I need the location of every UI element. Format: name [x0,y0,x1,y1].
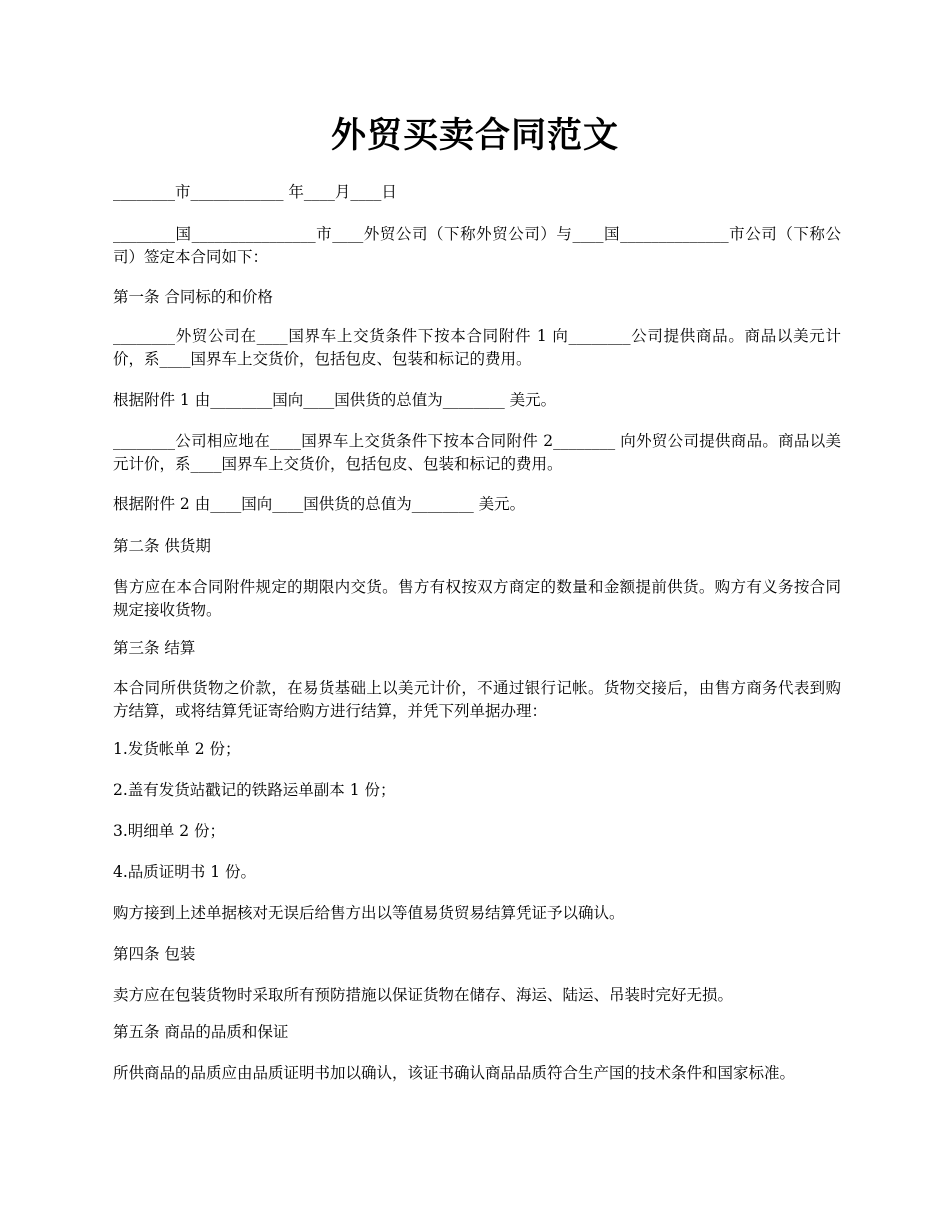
article-3-confirmation: 购方接到上述单据核对无误后给售方出以等值易货贸易结算凭证予以确认。 [113,904,625,922]
article-1-paragraph-1: ________外贸公司在____国界车上交货条件下按本合同附件 1 向________公司提供商品。商品以美元计价，系____国界车上交货价，包括包皮、包装和标记的费用。 [113,327,841,368]
article-4-heading: 第四条 包装 [113,945,196,963]
article-5-paragraph: 所供商品的品质应由品质证明书加以确认，该证书确认商品品质符合生产国的技术条件和国家标准。 [113,1064,796,1082]
article-2-paragraph: 售方应在本合同附件规定的期限内交货。售方有权按双方商定的数量和金额提前供货。购方有义务按合同规定接收货物。 [113,578,841,619]
article-1-paragraph-2: 根据附件 1 由________国向____国供货的总值为________ 美元。 [113,391,557,409]
article-1-paragraph-4: 根据附件 2 由____国向____国供货的总值为________ 美元。 [113,495,526,513]
article-3-paragraph: 本合同所供货物之价款，在易货基础上以美元计价，不通过银行记帐。货物交接后，由售方商务代表到购方结算，或将结算凭证寄给购方进行结算，并凭下列单据办理： [113,679,841,720]
article-3-heading: 第三条 结算 [113,639,196,657]
list-item-3: 3.明细单 2 份； [113,822,226,840]
article-1-heading: 第一条 合同标的和价格 [113,288,273,306]
date-line: ________市____________ 年____月____日 [113,183,397,201]
list-item-1: 1.发货帐单 2 份； [113,740,241,758]
document-title: 外贸买卖合同范文 [330,115,619,156]
list-item-2: 2.盖有发货站戳记的铁路运单副本 1 份； [113,781,396,799]
article-1-paragraph-3: ________公司相应地在____国界车上交货条件下按本合同附件 2________ 向外贸公司提供商品。商品以美元计价，系____国界车上交货价，包括包皮、包装和标记的费用。 [113,432,841,473]
list-item-4: 4.品质证明书 1 份。 [113,863,257,881]
article-5-heading: 第五条 商品的品质和保证 [113,1023,289,1041]
article-4-paragraph: 卖方应在包装货物时采取所有预防措施以保证货物在储存、海运、陆运、吊装时完好无损。 [113,986,734,1004]
parties-paragraph: ________国________________市____外贸公司（下称外贸公司）与____国______________市公司（下称公司）签定本合同如下： [113,225,841,266]
article-2-heading: 第二条 供货期 [113,537,211,555]
